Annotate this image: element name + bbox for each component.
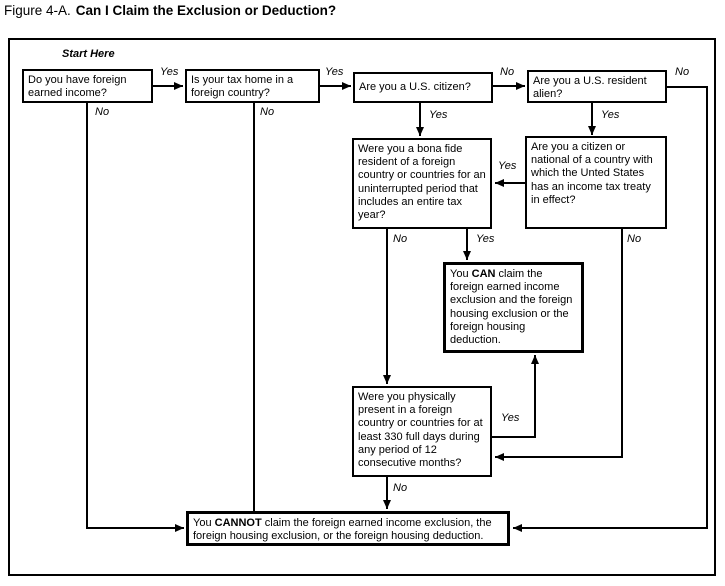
- label-citizen-yes: Yes: [429, 109, 448, 121]
- edge-foreign-income-no: [87, 103, 184, 528]
- box-tax-home-text: Is your tax home in a foreign country?: [191, 74, 294, 100]
- box-can-claim: [443, 262, 584, 353]
- figure-title-main: Can I Claim the Exclusion or Deduction?: [75, 3, 337, 18]
- box-cannot-claim-bold: CANNOT: [214, 517, 262, 529]
- box-treaty: [525, 136, 667, 229]
- label-physical-yes: Yes: [501, 412, 520, 424]
- box-foreign-income-text: Do you have foreign earned income?: [28, 74, 127, 100]
- box-can-claim-bold: CAN: [471, 268, 496, 280]
- label-bona-fide-yes: Yes: [476, 233, 495, 245]
- label-resident-alien-yes: Yes: [601, 109, 620, 121]
- label-citizen-no: No: [500, 66, 515, 78]
- label-treaty-yes: Yes: [498, 160, 517, 172]
- figure-title-prefix: Figure 4-A.: [4, 3, 71, 18]
- label-physical-no: No: [393, 482, 408, 494]
- label-treaty-no: No: [627, 233, 642, 245]
- box-citizen-text: Are you a U.S. citizen?: [359, 80, 471, 93]
- start-here-label: Start Here: [62, 48, 115, 60]
- box-cannot-claim-post: claim the foreign earned income exclusion, the foreign housing exclusion, or the foreign housing deduction.: [193, 517, 492, 543]
- box-cannot-claim: [186, 511, 510, 546]
- box-citizen: [353, 72, 493, 103]
- box-tax-home: [185, 69, 320, 103]
- label-tax-home-no: No: [260, 106, 275, 118]
- box-resident-alien: [527, 70, 667, 103]
- box-physical-presence: [352, 386, 492, 477]
- edge-physical-yes: [492, 355, 535, 437]
- box-cannot-claim-pre: You: [193, 517, 215, 529]
- box-can-claim-pre: You: [450, 268, 472, 280]
- label-resident-alien-no: No: [675, 66, 690, 78]
- label-bona-fide-no: No: [393, 233, 408, 245]
- label-foreign-income-no: No: [95, 106, 110, 118]
- box-physical-presence-text: Were you physically present in a foreign country or countries for at least 330 full days during any period of 12 consecutive months?: [358, 391, 483, 469]
- box-treaty-text: Are you a citizen or national of a country with which the Unted States has an income tax treaty in effect?: [531, 141, 653, 206]
- label-foreign-income-yes: Yes: [160, 66, 179, 78]
- box-bona-fide-text: Were you a bona fide resident of a foreign country or countries for an uninterrupted period that includes an entire tax year?: [358, 143, 486, 221]
- box-can-claim-post: claim the foreign earned income exclusion and the foreign housing exclusion or the foreign housing deduction.: [450, 268, 573, 346]
- box-foreign-income: [22, 69, 153, 103]
- box-bona-fide: [352, 138, 492, 229]
- box-resident-alien-text: Are you a U.S. resident alien?: [533, 75, 647, 101]
- label-tax-home-yes: Yes: [325, 66, 344, 78]
